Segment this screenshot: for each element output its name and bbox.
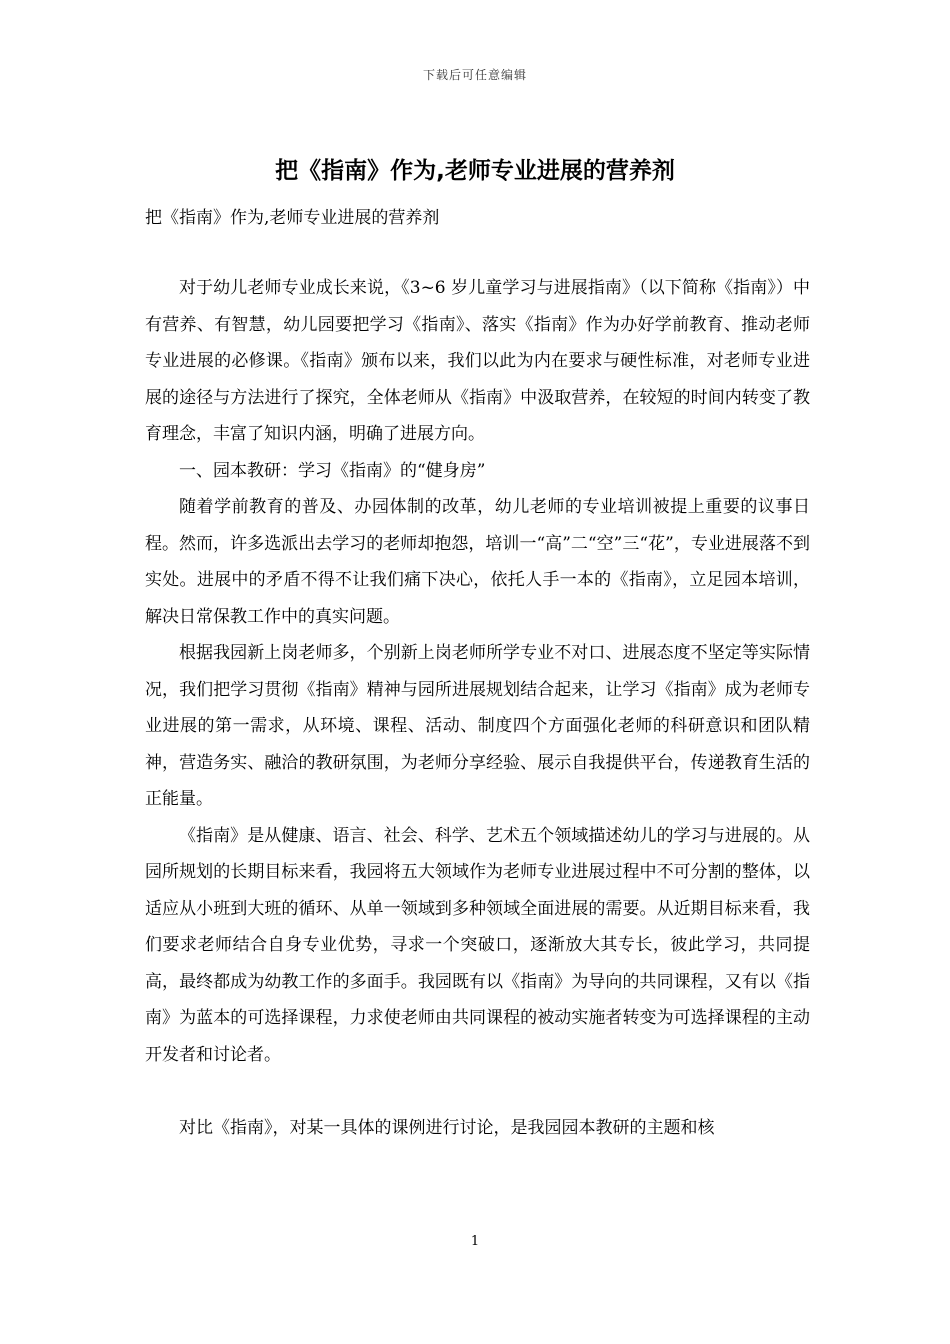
paragraph-new-teachers: 根据我园新上岗老师多，个别新上岗老师所学专业不对口、进展态度不坚定等实际情况，我们把学习贯彻《指南》精神与园所进展规划结合起来，让学习《指南》成为老师专业进展的第一需求，从环境、课程、活动、制度四个方面强化老师的科研意识和团队精神，营造务实、融洽的教研氛围，为老师分享经验、展示自我提供平台，传递教育生活的正能量。 xyxy=(145,643,810,809)
header-note: 下载后可任意编辑 xyxy=(422,68,527,82)
paragraph-five-domains: 《指南》是从健康、语言、社会、科学、艺术五个领域描述幼儿的学习与进展的。从园所规划的长期目标来看，我园将五大领域作为老师专业进展过程中不可分割的整体，以适应从小班到大班的循环、从单一领域到多种领域全面进展的需要。从近期目标来看，我们要求老师结合自身专业优势，寻求一个突破口，逐渐放大其专长，彼此学习，共同提高，最终都成为幼教工作的多面手。我园既有以《指南》为导向的共同课程，又有以《指南》为蓝本的可选择课程，力求使老师由共同课程的被动实施者转变为可选择课程的主动开发者和讨论者。 xyxy=(145,825,810,1065)
paragraph-case-study: 对比《指南》，对某一具体的课例进行讨论，是我园园本教研的主题和核 xyxy=(179,1117,715,1138)
paragraph-intro: 对于幼儿老师专业成长来说，《3~6 岁儿童学习与进展指南》（以下简称《指南》）中有营养、有智慧，幼儿园要把学习《指南》、落实《指南》作为办好学前教育、推动老师专业进展的必修课。《指南》颁布以来，我们以此为内在要求与硬性标准，对老师专业进展的途径与方法进行了探究，全体老师从《指南》中汲取营养，在较短的时间内转变了教育理念，丰富了知识内涵，明确了进展方向。 xyxy=(145,278,810,444)
document-title: 把《指南》作为,老师专业进展的营养剂 xyxy=(275,158,675,184)
document-subtitle: 把《指南》作为,老师专业进展的营养剂 xyxy=(145,208,440,228)
section-heading-1: 一、园本教研：学习《指南》的“健身房” xyxy=(179,460,486,481)
document-body xyxy=(145,270,810,1146)
paragraph-training: 随着学前教育的普及、办园体制的改革，幼儿老师的专业培训被提上重要的议事日程。然而，许多选派出去学习的老师却抱怨，培训一“高”二“空”三“花”，专业进展落不到实处。进展中的矛盾不得不让我们痛下决心，依托人手一本的《指南》，立足园本培训，解决日常保教工作中的真实问题。 xyxy=(145,497,810,627)
page-number: 1 xyxy=(470,1234,480,1249)
